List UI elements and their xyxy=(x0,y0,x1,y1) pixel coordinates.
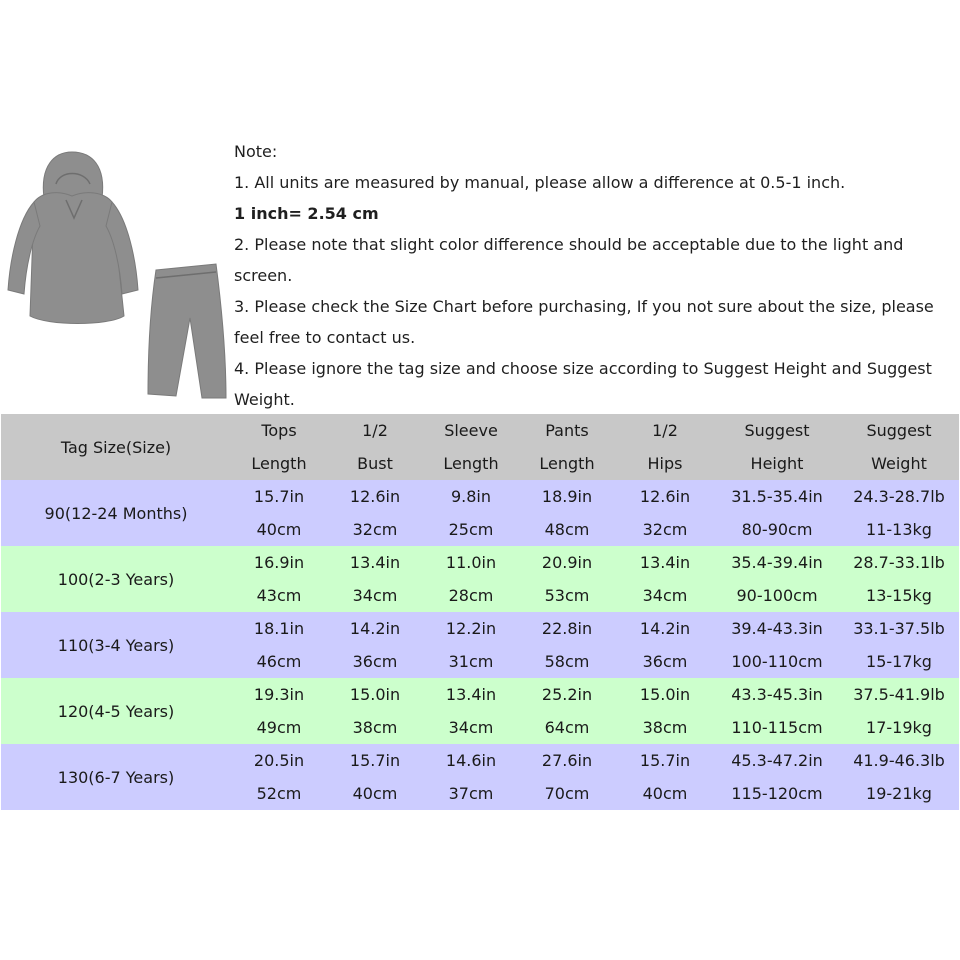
note-line-3b: feel free to contact us. xyxy=(234,328,416,347)
measurement-cell-imperial: 15.7in xyxy=(231,480,327,513)
tag-size-cell: 130(6-7 Years) xyxy=(1,744,231,810)
measurement-cell-imperial: 19.3in xyxy=(231,678,327,711)
hoodie-pants-product-image xyxy=(0,140,232,410)
measurement-cell-imperial: 12.6in xyxy=(327,480,423,513)
measurement-cell-imperial: 9.8in xyxy=(423,480,519,513)
measurement-cell-imperial: 25.2in xyxy=(519,678,615,711)
note-line-4a: 4. Please ignore the tag size and choose size according to Suggest Height and Suggest xyxy=(234,359,932,378)
measurement-cell-imperial: 22.8in xyxy=(519,612,615,645)
measurement-cell-metric: 28cm xyxy=(423,579,519,612)
measurement-cell-imperial: 20.5in xyxy=(231,744,327,777)
size-row-imperial xyxy=(1,612,959,645)
measurement-cell-metric: 17-19kg xyxy=(839,711,959,744)
measurement-cell-metric: 19-21kg xyxy=(839,777,959,810)
measurement-cell-metric: 52cm xyxy=(231,777,327,810)
measurement-cell-imperial: 37.5-41.9lb xyxy=(839,678,959,711)
measurement-cell-metric: 46cm xyxy=(231,645,327,678)
tag-size-cell: 110(3-4 Years) xyxy=(1,612,231,678)
column-header-bottom: Length xyxy=(519,447,615,480)
measurement-cell-metric: 90-100cm xyxy=(715,579,839,612)
measurement-cell-imperial: 39.4-43.3in xyxy=(715,612,839,645)
column-header-top: Pants xyxy=(519,414,615,447)
measurement-cell-metric: 37cm xyxy=(423,777,519,810)
measurement-cell-metric: 34cm xyxy=(423,711,519,744)
measurement-cell-metric: 40cm xyxy=(231,513,327,546)
measurement-cell-imperial: 24.3-28.7lb xyxy=(839,480,959,513)
measurement-cell-imperial: 16.9in xyxy=(231,546,327,579)
column-header-top: 1/2 xyxy=(615,414,715,447)
measurement-cell-imperial: 14.2in xyxy=(615,612,715,645)
measurement-cell-imperial: 43.3-45.3in xyxy=(715,678,839,711)
measurement-cell-imperial: 11.0in xyxy=(423,546,519,579)
measurement-cell-metric: 31cm xyxy=(423,645,519,678)
measurement-cell-imperial: 12.2in xyxy=(423,612,519,645)
measurement-cell-imperial: 45.3-47.2in xyxy=(715,744,839,777)
tag-size-cell: 120(4-5 Years) xyxy=(1,678,231,744)
measurement-cell-imperial: 15.7in xyxy=(327,744,423,777)
note-line-2b: screen. xyxy=(234,266,293,285)
tag-size-cell: 90(12-24 Months) xyxy=(1,480,231,546)
measurement-cell-metric: 15-17kg xyxy=(839,645,959,678)
measurement-cell-metric: 64cm xyxy=(519,711,615,744)
measurement-cell-imperial: 13.4in xyxy=(615,546,715,579)
note-line-1: 1. All units are measured by manual, please allow a difference at 0.5-1 inch. xyxy=(234,173,846,192)
size-row-imperial xyxy=(1,744,959,777)
measurement-cell-metric: 25cm xyxy=(423,513,519,546)
measurement-cell-imperial: 35.4-39.4in xyxy=(715,546,839,579)
column-header-bottom: Hips xyxy=(615,447,715,480)
measurement-cell-imperial: 41.9-46.3lb xyxy=(839,744,959,777)
measurement-cell-metric: 34cm xyxy=(615,579,715,612)
measurement-cell-imperial: 18.9in xyxy=(519,480,615,513)
size-chart-table xyxy=(1,414,959,810)
measurement-cell-imperial: 27.6in xyxy=(519,744,615,777)
measurement-cell-imperial: 15.7in xyxy=(615,744,715,777)
note-inch-conversion: 1 inch= 2.54 cm xyxy=(234,204,379,223)
measurement-cell-imperial: 18.1in xyxy=(231,612,327,645)
column-header-top: Sleeve xyxy=(423,414,519,447)
notes-heading: Note: xyxy=(234,142,278,161)
measurement-cell-imperial: 14.6in xyxy=(423,744,519,777)
measurement-cell-imperial: 31.5-35.4in xyxy=(715,480,839,513)
notes-block xyxy=(234,136,956,415)
measurement-cell-metric: 100-110cm xyxy=(715,645,839,678)
tag-size-cell: 100(2-3 Years) xyxy=(1,546,231,612)
column-header-bottom: Length xyxy=(231,447,327,480)
measurement-cell-imperial: 15.0in xyxy=(615,678,715,711)
measurement-cell-imperial: 13.4in xyxy=(327,546,423,579)
column-header-bottom: Height xyxy=(715,447,839,480)
measurement-cell-imperial: 28.7-33.1lb xyxy=(839,546,959,579)
measurement-cell-metric: 53cm xyxy=(519,579,615,612)
measurement-cell-metric: 34cm xyxy=(327,579,423,612)
size-row-imperial xyxy=(1,480,959,513)
measurement-cell-metric: 80-90cm xyxy=(715,513,839,546)
column-header-bottom: Length xyxy=(423,447,519,480)
measurement-cell-metric: 58cm xyxy=(519,645,615,678)
size-row-imperial xyxy=(1,678,959,711)
measurement-cell-imperial: 15.0in xyxy=(327,678,423,711)
measurement-cell-metric: 49cm xyxy=(231,711,327,744)
note-line-4b: Weight. xyxy=(234,390,295,409)
measurement-cell-imperial: 14.2in xyxy=(327,612,423,645)
measurement-cell-metric: 40cm xyxy=(615,777,715,810)
measurement-cell-metric: 40cm xyxy=(327,777,423,810)
note-line-2a: 2. Please note that slight color difference should be acceptable due to the light and xyxy=(234,235,904,254)
measurement-cell-imperial: 33.1-37.5lb xyxy=(839,612,959,645)
column-header-bottom: Weight xyxy=(839,447,959,480)
column-header-top: Tops xyxy=(231,414,327,447)
hoodie-hood xyxy=(43,152,102,198)
column-header-bottom: Bust xyxy=(327,447,423,480)
tag-size-header: Tag Size(Size) xyxy=(1,414,231,480)
measurement-cell-imperial: 20.9in xyxy=(519,546,615,579)
measurement-cell-metric: 38cm xyxy=(327,711,423,744)
pants-shape xyxy=(148,264,226,398)
measurement-cell-metric: 43cm xyxy=(231,579,327,612)
measurement-cell-metric: 38cm xyxy=(615,711,715,744)
measurement-cell-metric: 36cm xyxy=(327,645,423,678)
size-row-imperial xyxy=(1,546,959,579)
measurement-cell-imperial: 12.6in xyxy=(615,480,715,513)
measurement-cell-metric: 110-115cm xyxy=(715,711,839,744)
column-header-top: Suggest xyxy=(715,414,839,447)
measurement-cell-metric: 70cm xyxy=(519,777,615,810)
note-line-3a: 3. Please check the Size Chart before purchasing, If you not sure about the size, please xyxy=(234,297,934,316)
measurement-cell-metric: 11-13kg xyxy=(839,513,959,546)
table-header-row-top xyxy=(1,414,959,447)
measurement-cell-imperial: 13.4in xyxy=(423,678,519,711)
measurement-cell-metric: 13-15kg xyxy=(839,579,959,612)
column-header-top: Suggest xyxy=(839,414,959,447)
measurement-cell-metric: 115-120cm xyxy=(715,777,839,810)
measurement-cell-metric: 32cm xyxy=(327,513,423,546)
measurement-cell-metric: 36cm xyxy=(615,645,715,678)
column-header-top: 1/2 xyxy=(327,414,423,447)
measurement-cell-metric: 32cm xyxy=(615,513,715,546)
measurement-cell-metric: 48cm xyxy=(519,513,615,546)
